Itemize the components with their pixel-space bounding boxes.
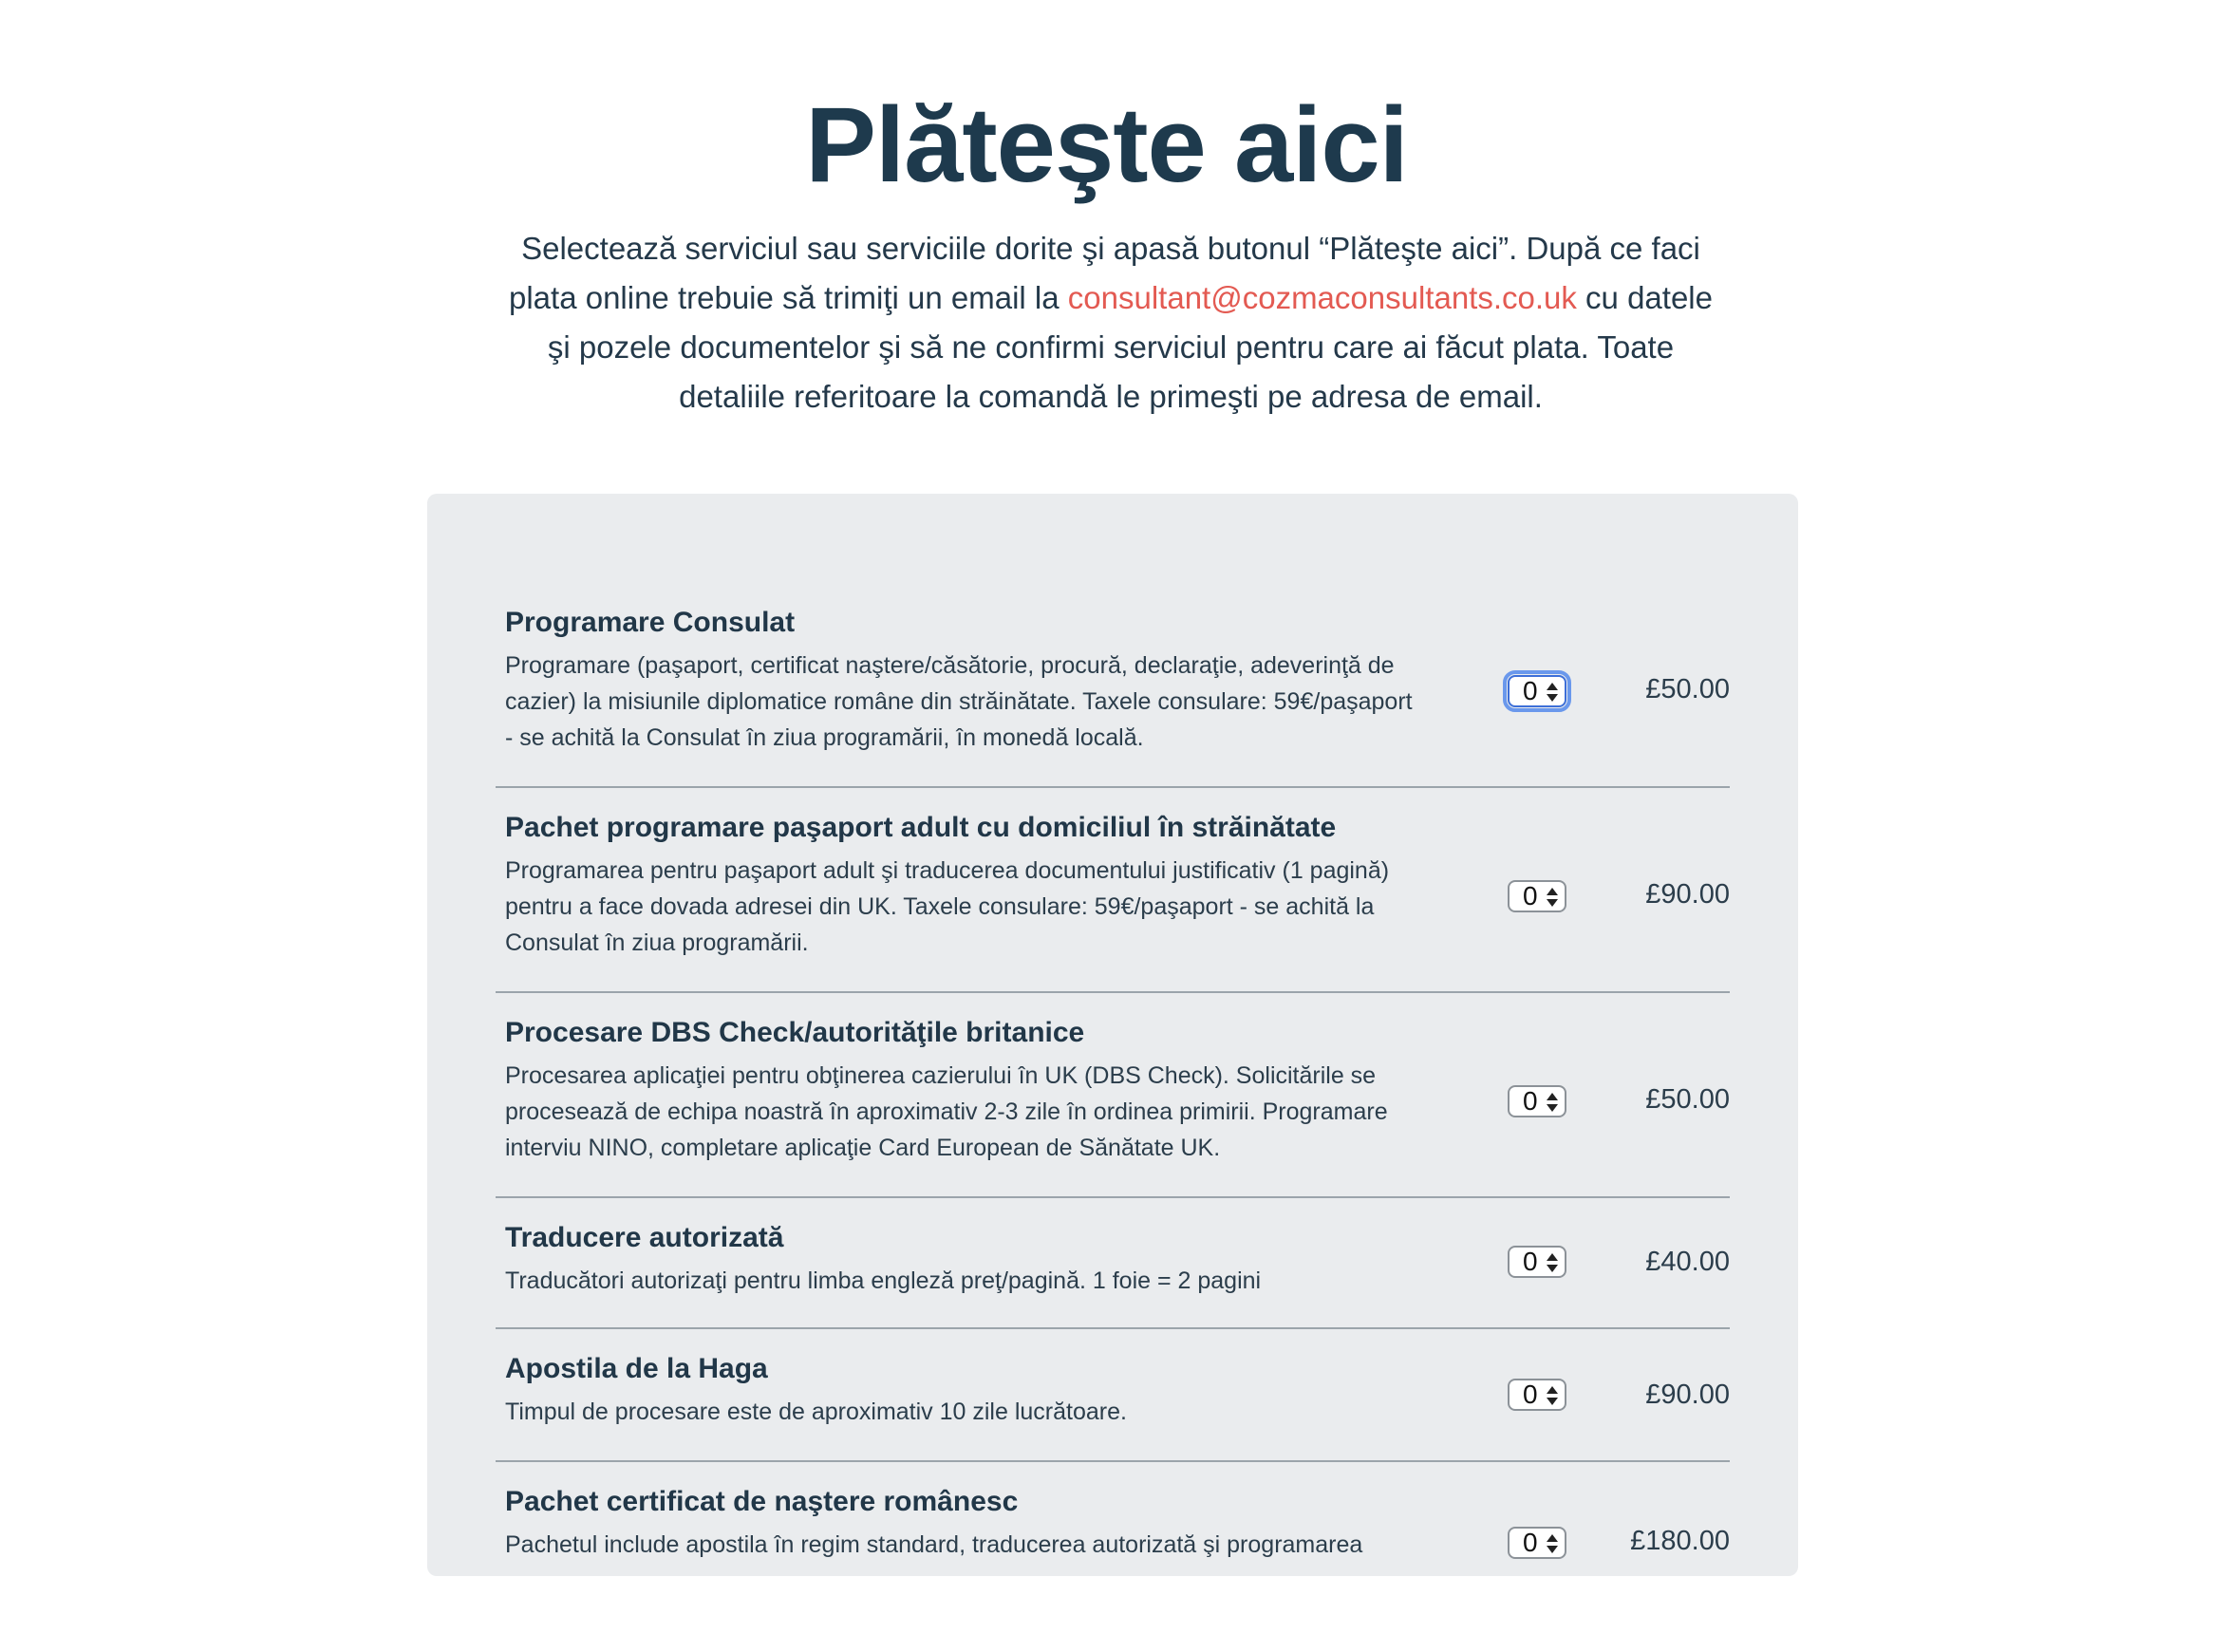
service-row-pachet-pasaport — [496, 788, 1730, 993]
quantity-stepper[interactable] — [1508, 1085, 1566, 1117]
service-info — [505, 1348, 1416, 1430]
service-description: Procesarea aplicaţiei pentru obţinerea cazierului în UK (DBS Check). Solicitările se procesează de echipa noastră în aproximativ 2-3 zile în ordinea primirii. Programare interviu NINO, completare aplicaţie Card European de Sănătate UK. — [505, 1062, 1388, 1161]
service-description: Programarea pentru paşaport adult şi traducerea documentului justificativ (1 pagină) pentru a face dovada adresei din UK. Taxele consulare: 59€/paşaport - se achită la Consulat în ziua programării. — [505, 857, 1390, 956]
quantity-stepper[interactable] — [1508, 1246, 1566, 1278]
email-link[interactable]: consultant@cozmaconsultants.co.uk — [1067, 280, 1577, 315]
quantity-stepper[interactable] — [1508, 675, 1566, 707]
service-row-dbs-check — [496, 993, 1730, 1198]
stepper-arrows-icon[interactable] — [1547, 1384, 1558, 1407]
service-price: £180.00 — [1630, 1526, 1730, 1556]
service-info — [505, 1217, 1416, 1299]
service-price: £40.00 — [1645, 1247, 1730, 1277]
service-price: £90.00 — [1645, 879, 1730, 910]
quantity-value: 0 — [1523, 1380, 1538, 1409]
service-name: Apostila de la Haga — [505, 1353, 768, 1384]
quantity-stepper[interactable] — [1508, 1527, 1566, 1559]
intro-text — [494, 224, 1728, 422]
service-row-certificat-nastere — [496, 1462, 1730, 1652]
stepper-arrows-icon[interactable] — [1547, 681, 1558, 704]
service-info — [505, 1481, 1416, 1563]
service-row-programare-consulat — [496, 583, 1730, 788]
quantity-value: 0 — [1523, 881, 1538, 910]
quantity-stepper[interactable] — [1508, 880, 1566, 912]
service-info — [505, 602, 1416, 756]
service-name: Pachet programare paşaport adult cu domiciliul în străinătate — [505, 812, 1337, 843]
service-info — [505, 1012, 1416, 1166]
service-name: Pachet certificat de naştere românesc — [505, 1486, 1019, 1517]
service-row-traducere — [496, 1198, 1730, 1329]
page-title: Plăteşte aici — [805, 85, 1408, 204]
stepper-arrows-icon[interactable] — [1547, 1091, 1558, 1114]
services-panel — [427, 494, 1798, 1576]
service-name: Programare Consulat — [505, 607, 796, 638]
quantity-stepper[interactable] — [1508, 1379, 1566, 1411]
service-description: Programare (paşaport, certificat naştere/căsătorie, procură, declaraţie, adeverinţă de cazier) la misiunile diplomatice române din străinătate. Taxele consulare: 59€/paşaport - se achită la Consulat în ziua programării, în monedă locală. — [505, 652, 1413, 751]
service-info — [505, 807, 1416, 961]
service-price: £50.00 — [1645, 674, 1730, 704]
stepper-arrows-icon[interactable] — [1547, 886, 1558, 909]
quantity-value: 0 — [1523, 676, 1538, 705]
service-row-apostila — [496, 1329, 1730, 1462]
stepper-arrows-icon[interactable] — [1547, 1251, 1558, 1274]
service-description: Traducători autorizaţi pentru limba engleză preţ/pagină. 1 foie = 2 pagini — [505, 1267, 1262, 1294]
quantity-value: 0 — [1523, 1528, 1538, 1557]
intro-text-before: Selectează serviciul sau serviciile dorite şi apasă butonul “Plăteşte aici”. După ce faci plata online trebuie să trimiţi un email la — [508, 231, 1700, 315]
service-description: Timpul de procesare este de aproximativ 10 zile lucrătoare. — [505, 1399, 1127, 1425]
quantity-value: 0 — [1523, 1086, 1538, 1116]
service-description: Pachetul include apostila în regim standard, traducerea autorizată şi programarea — [505, 1531, 1363, 1558]
stepper-arrows-icon[interactable] — [1547, 1532, 1558, 1555]
service-name: Traducere autorizată — [505, 1222, 784, 1253]
service-name: Procesare DBS Check/autorităţile britanice — [505, 1017, 1085, 1048]
intro-text-after: cu datele şi pozele documentelor şi să ne confirmi serviciul pentru care ai făcut plata. Toate detaliile referitoare la comandă le primeşti pe adresa de email. — [547, 280, 1713, 414]
quantity-value: 0 — [1523, 1247, 1538, 1276]
service-price: £50.00 — [1645, 1084, 1730, 1115]
service-price: £90.00 — [1645, 1380, 1730, 1410]
